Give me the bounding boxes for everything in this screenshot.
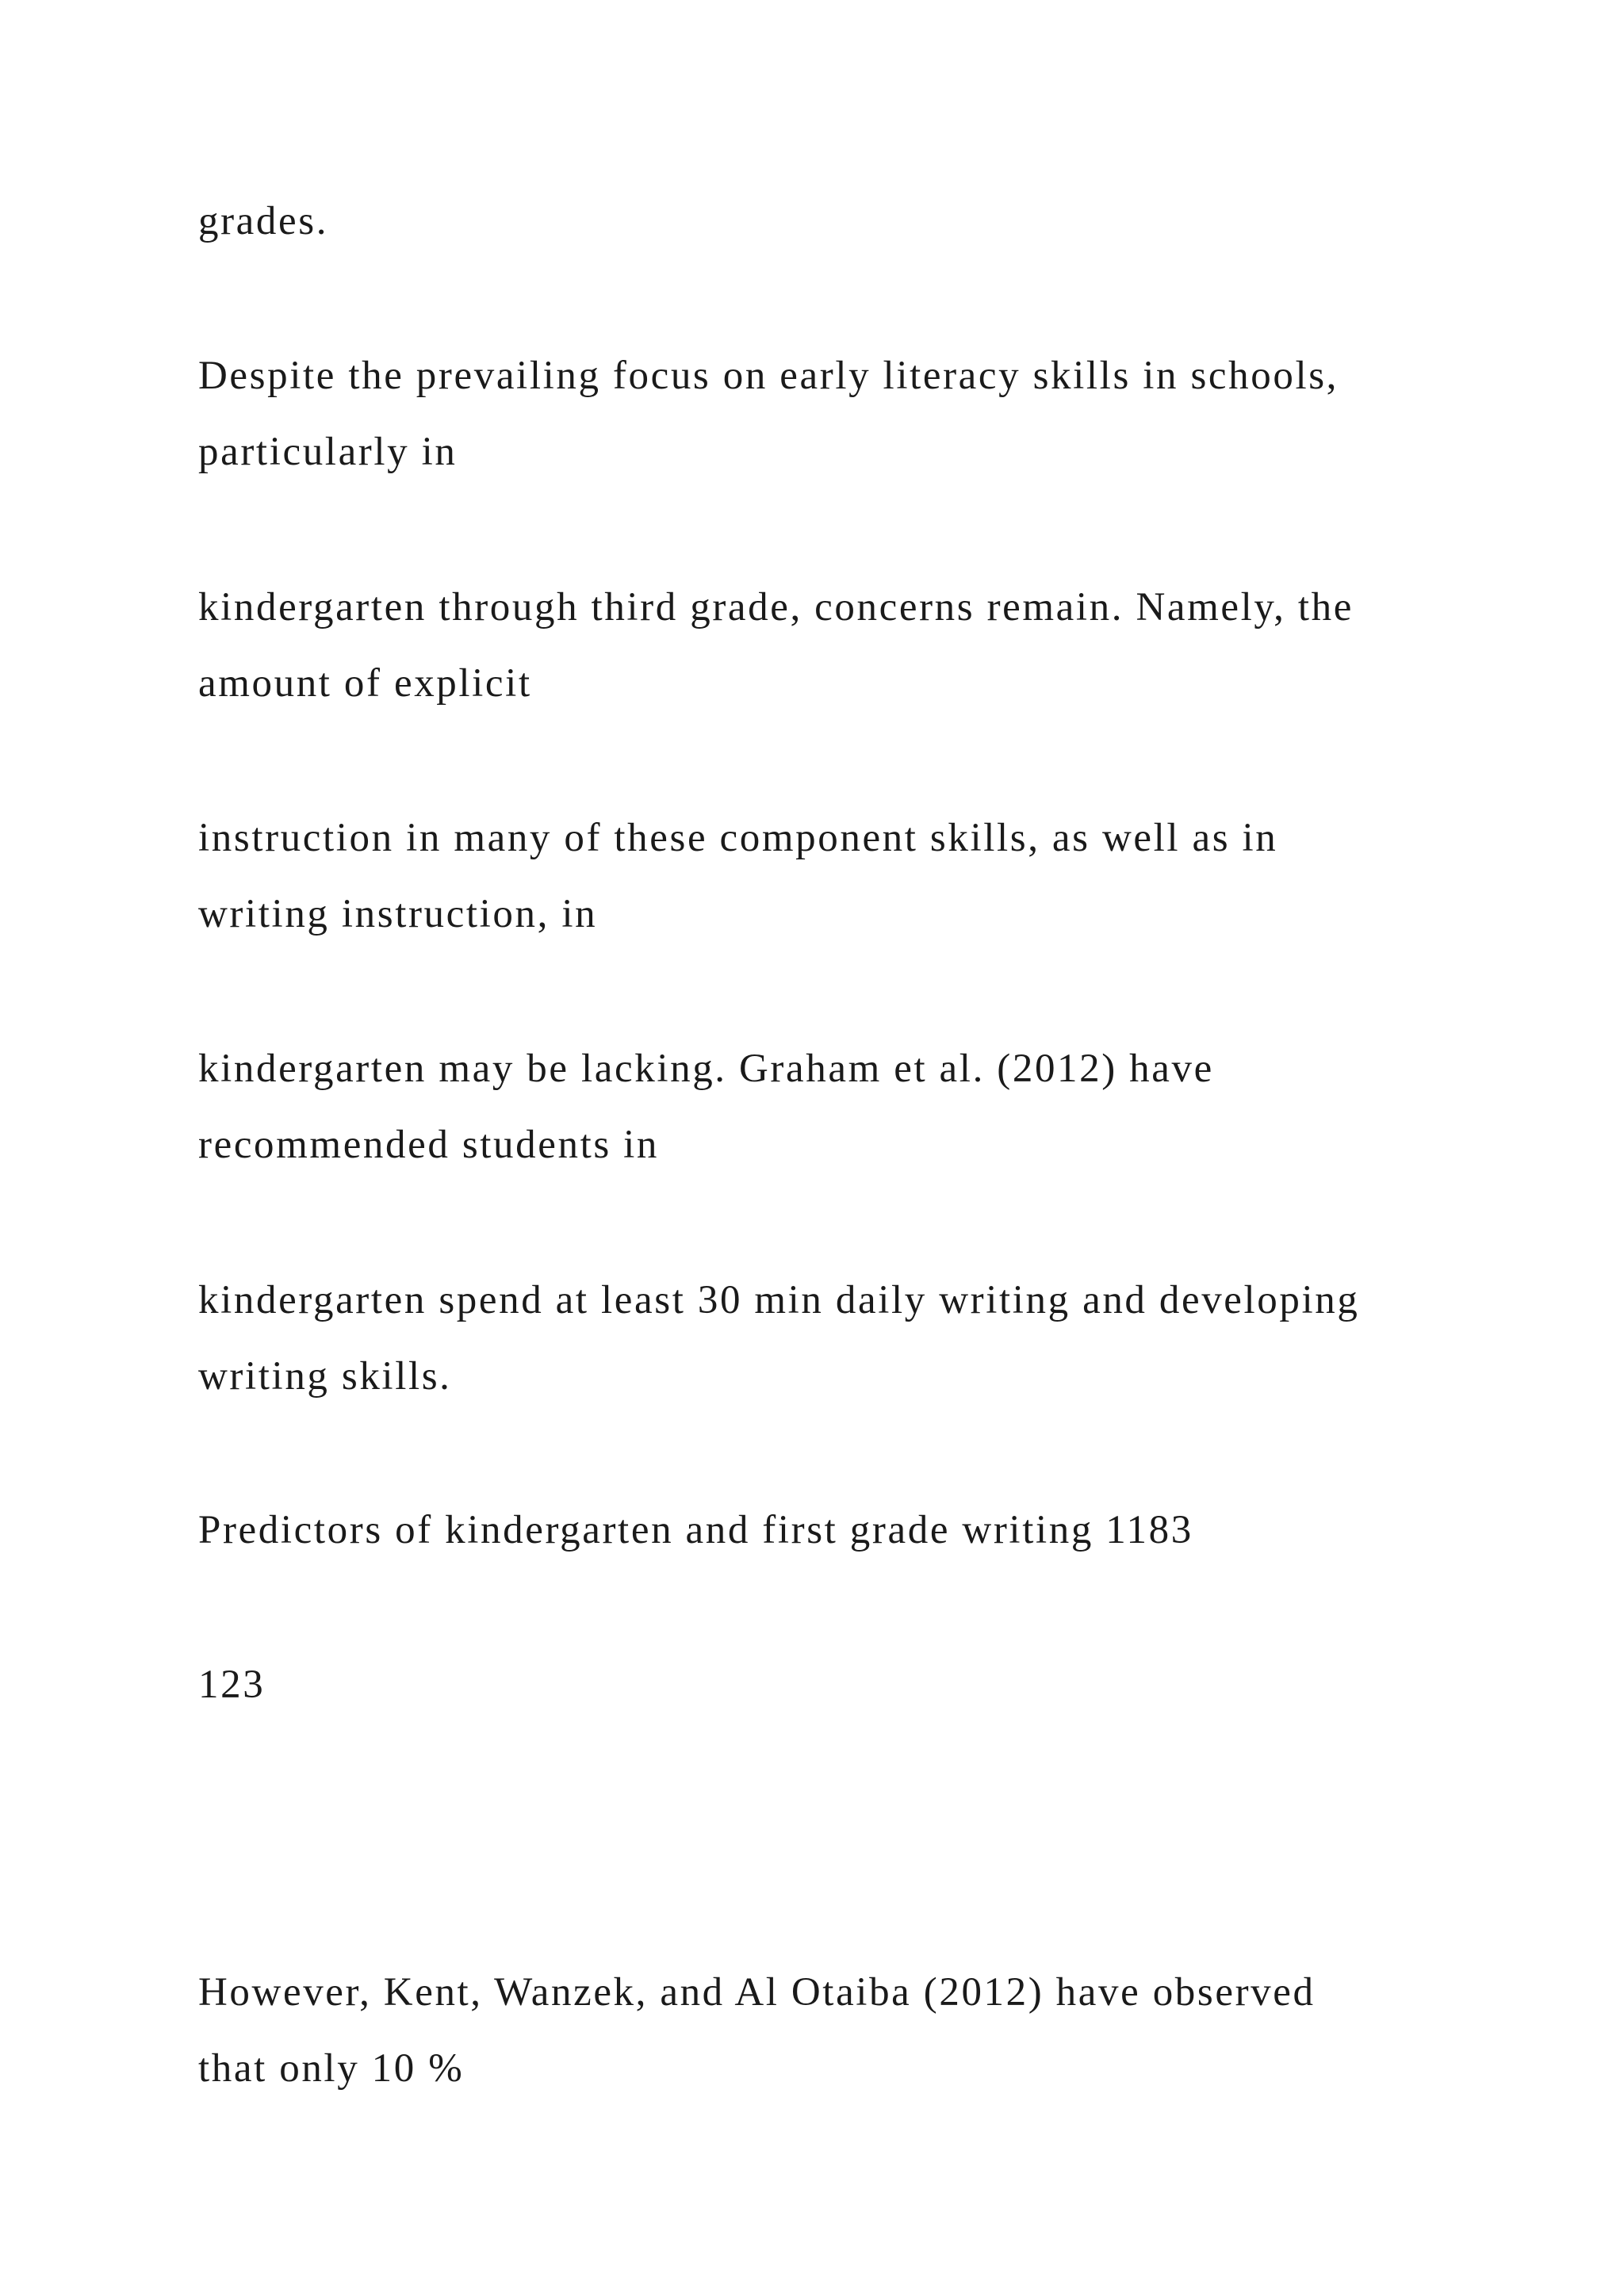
text-line: recommended students in [198,1123,660,1167]
text-line: Despite the prevailing focus on early literacy skills in schools, [198,354,1339,398]
text-line: writing skills. [198,1354,452,1399]
text-line: writing instruction, in [198,892,598,936]
text-line: grades. [198,199,329,243]
text-line: kindergarten spend at least 30 min daily writing and developing [198,1278,1360,1322]
text-line: However, Kent, Wanzek, and Al Otaiba (2012) have observed [198,1970,1316,2015]
text-line: instruction in many of these component skills, as well as in [198,816,1278,860]
text-line: kindergarten through third grade, concerns remain. Namely, the [198,585,1354,629]
text-line: kindergarten may be lacking. Graham et al. (2012) have [198,1047,1214,1091]
page-number: 123 [198,1663,266,1707]
running-footer: Predictors of kindergarten and first grade writing 1183 [198,1508,1193,1552]
text-line: amount of explicit [198,661,532,706]
text-line: particularly in [198,430,458,474]
text-line: that only 10 % [198,2046,465,2091]
